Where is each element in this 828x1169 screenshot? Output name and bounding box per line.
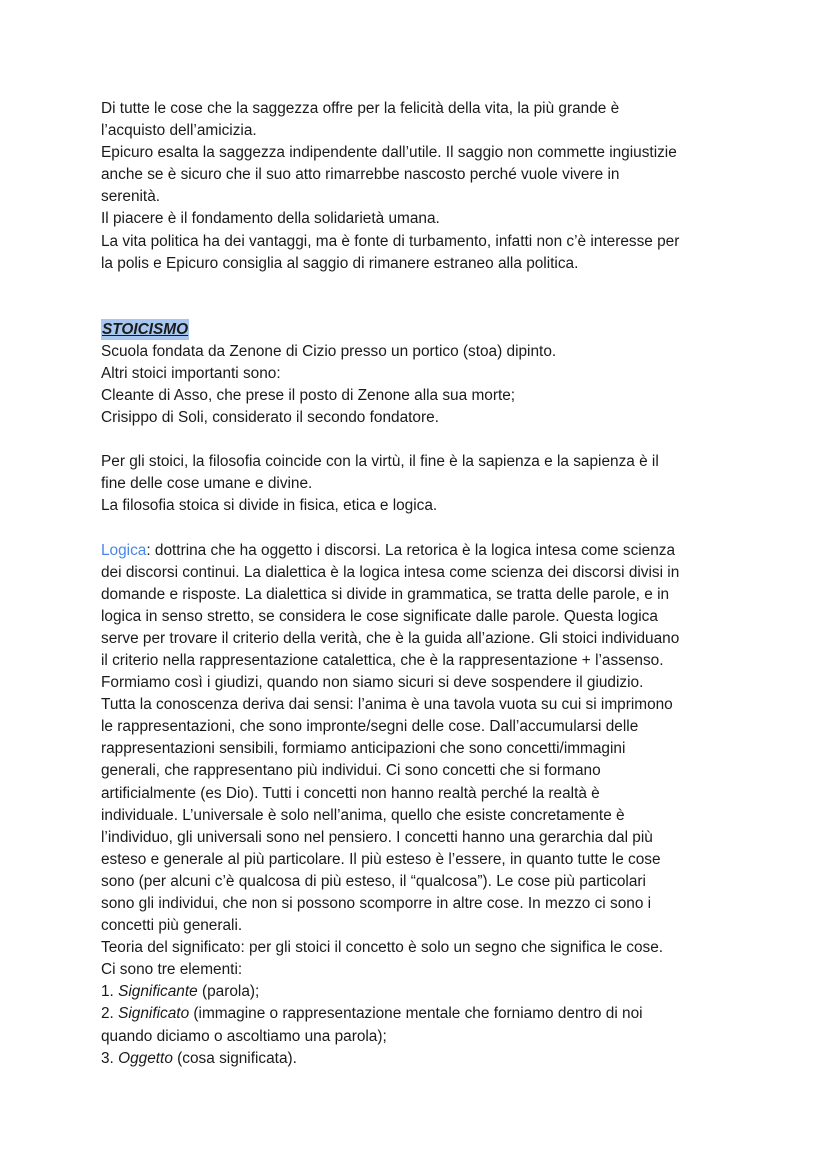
list-number: 3. bbox=[101, 1049, 119, 1067]
text-line: Formiamo così i giudizi, quando non siamo sicuri si deve sospendere il giudizio. bbox=[101, 674, 644, 692]
list-term: Significante bbox=[118, 983, 198, 1001]
text-line: anche se è sicuro che il suo atto rimarrebbe nascosto perché vuole vivere in bbox=[101, 166, 620, 184]
text-line: la polis e Epicuro consiglia al saggio di rimanere estraneo alla politica. bbox=[101, 254, 579, 272]
text-line: Teoria del significato: per gli stoici il concetto è solo un segno che significa le cose. bbox=[101, 939, 664, 957]
text-line: le rappresentazioni, che sono impronte/segni delle cose. Dall’accumularsi delle bbox=[101, 718, 639, 736]
document-body bbox=[101, 98, 741, 1070]
list-text: (cosa significata). bbox=[172, 1049, 297, 1067]
list-item bbox=[101, 1048, 741, 1070]
text-line: esteso e generale al più particolare. Il più esteso è l’essere, in quanto tutte le cose bbox=[101, 850, 661, 868]
text-line: La vita politica ha dei vantaggi, ma è fonte di turbamento, infatti non c’è interesse per bbox=[101, 232, 680, 250]
text-line: Cleante di Asso, che prese il posto di Zenone alla sua morte; bbox=[101, 387, 516, 405]
text-line: dei discorsi continui. La dialettica è la logica intesa come scienza dei discorsi divisi in bbox=[101, 563, 680, 581]
list-number: 1. bbox=[101, 983, 119, 1001]
text-line: : dottrina che ha oggetto i discorsi. La retorica è la logica intesa come scienza bbox=[146, 541, 676, 559]
text-line: Tutta la conoscenza deriva dai sensi: l’anima è una tavola vuota su cui si imprimono bbox=[101, 696, 673, 714]
spacer bbox=[101, 518, 741, 540]
spacer bbox=[101, 275, 741, 319]
logic-term: Logica bbox=[101, 541, 147, 559]
list-item-continuation bbox=[101, 1026, 741, 1048]
text-line: serenità. bbox=[101, 188, 161, 206]
text-line: l’individuo, gli universali sono nel pensiero. I concetti hanno una gerarchia dal più bbox=[101, 828, 653, 846]
text-line: artificialmente (es Dio). Tutti i concetti non hanno realtà perché la realtà è bbox=[101, 784, 600, 802]
list-text: (immagine o rappresentazione mentale che forniamo dentro di noi bbox=[189, 1005, 643, 1023]
text-line: Per gli stoici, la filosofia coincide con la virtù, il fine è la sapienza e la sapienza è il bbox=[101, 453, 659, 471]
list-term: Oggetto bbox=[118, 1049, 173, 1067]
text-line: domande e risposte. La dialettica si divide in grammatica, se tratta delle parole, e in bbox=[101, 585, 670, 603]
text-line: Epicuro esalta la saggezza indipendente dall’utile. Il saggio non commette ingiustizie bbox=[101, 144, 677, 162]
text-line: Crisippo di Soli, considerato il secondo fondatore. bbox=[101, 409, 439, 427]
spacer bbox=[101, 429, 741, 451]
text-line: fine delle cose umane e divine. bbox=[101, 475, 313, 493]
text-line: concetti più generali. bbox=[101, 917, 243, 935]
text-line: logica in senso stretto, se considera le cose significate dalle parole. Questa logica bbox=[101, 607, 658, 625]
text-line: l’acquisto dell’amicizia. bbox=[101, 122, 257, 140]
text-line: serve per trovare il criterio della verità, che è la guida all’azione. Gli stoici individuano bbox=[101, 629, 680, 647]
list-text: quando diciamo o ascoltiamo una parola); bbox=[101, 1027, 387, 1045]
text-line: Di tutte le cose che la saggezza offre per la felicità della vita, la più grande è bbox=[101, 100, 620, 117]
text-line: Altri stoici importanti sono: bbox=[101, 364, 281, 382]
list-item bbox=[101, 1003, 741, 1025]
list-item bbox=[101, 981, 741, 1003]
text-line: La filosofia stoica si divide in fisica, etica e logica. bbox=[101, 497, 438, 515]
text-line: Ci sono tre elementi: bbox=[101, 961, 243, 979]
list-term: Significato bbox=[118, 1005, 190, 1023]
text-line: individuale. L’universale è solo nell’anima, quello che esiste concretamente è bbox=[101, 806, 625, 824]
list-number: 2. bbox=[101, 1005, 119, 1023]
text-line: rappresentazioni sensibili, formiamo anticipazioni che sono concetti/immagini bbox=[101, 740, 626, 758]
text-line: sono (per alcuni c’è qualcosa di più esteso, il “qualcosa”). Le cose più particolari bbox=[101, 872, 646, 890]
list-text: (parola); bbox=[197, 983, 260, 1001]
text-line: sono gli individui, che non si possono scomporre in altre cose. In mezzo ci sono i bbox=[101, 895, 652, 912]
text-line: Il piacere è il fondamento della solidarietà umana. bbox=[101, 210, 440, 228]
text-line: generali, che rappresentano più individui. Ci sono concetti che si formano bbox=[101, 762, 601, 780]
section-heading-stoicism: STOICISMO bbox=[102, 320, 189, 338]
text-line: Scuola fondata da Zenone di Cizio presso un portico (stoa) dipinto. bbox=[101, 342, 557, 360]
logic-paragraph-start bbox=[101, 540, 741, 562]
text-line: il criterio nella rappresentazione catalettica, che è la rappresentazione + l’assenso. bbox=[101, 651, 664, 669]
